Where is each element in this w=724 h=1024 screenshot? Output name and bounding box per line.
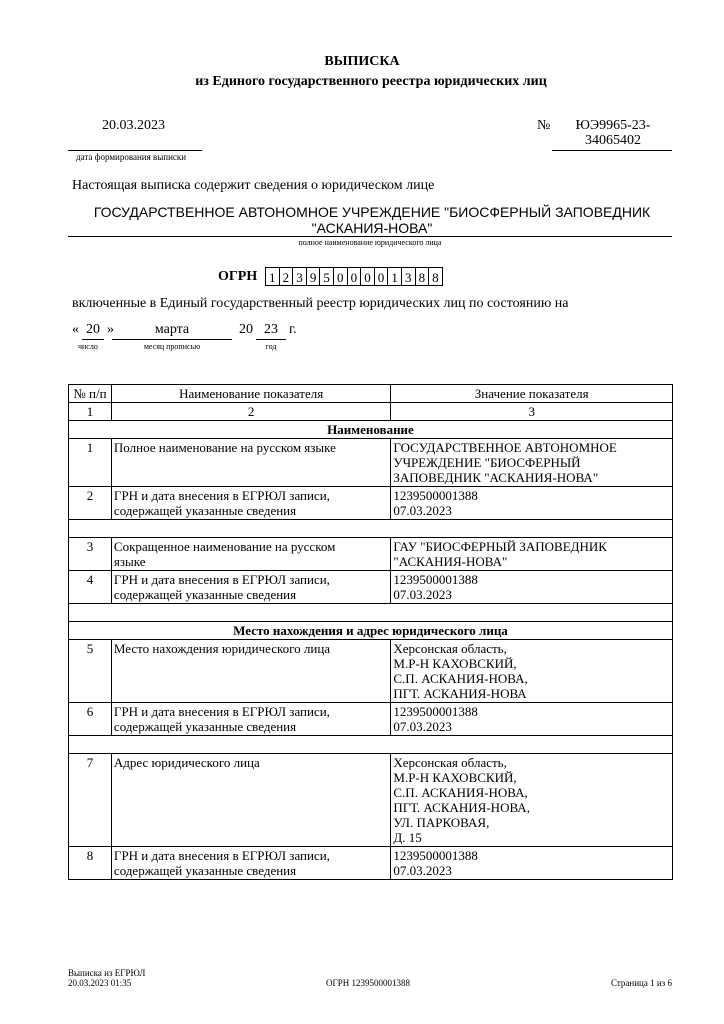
close-quote: » <box>107 322 114 337</box>
value-line: Херсонская область, <box>393 641 507 656</box>
org-underline <box>68 236 672 237</box>
row-number: 3 <box>69 538 112 571</box>
table-row <box>69 487 673 520</box>
row-indicator <box>111 847 390 880</box>
included-text: включенные в Единый государственный реестр юридических лиц по состоянию на <box>72 296 569 311</box>
header-number: № п/п <box>69 385 112 403</box>
year-prefix: 20 <box>239 322 253 337</box>
row-value <box>391 538 673 571</box>
row-number: 6 <box>69 703 112 736</box>
row-number: 4 <box>69 571 112 604</box>
state-day: 20 <box>86 322 100 337</box>
day-caption: число <box>78 342 98 351</box>
state-month: марта <box>154 322 190 337</box>
footer-left-line2: 20.03.2023 01:35 <box>68 978 132 988</box>
ogrn-digit: 1 <box>387 267 402 286</box>
value-line: "АСКАНИЯ-НОВА" <box>393 554 508 569</box>
colnum-2: 2 <box>111 403 390 421</box>
date-underline <box>68 150 202 151</box>
section-row-name <box>69 421 673 439</box>
ogrn-digit-boxes <box>266 267 443 286</box>
extract-number-line1: ЮЭ9965-23- <box>575 118 651 133</box>
year-abbr: г. <box>289 322 297 337</box>
indicator-line: Место нахождения юридического лица <box>113 641 331 656</box>
row-value <box>391 703 673 736</box>
year-caption: год <box>265 342 277 351</box>
value-line: 1239500001388 <box>393 704 478 719</box>
month-underline <box>112 339 232 340</box>
table-header-row <box>69 385 673 403</box>
ogrn-digit: 5 <box>319 267 334 286</box>
colnum-1: 1 <box>69 403 112 421</box>
spacer-row <box>69 736 673 754</box>
org-name-line2: "АСКАНИЯ-НОВА" <box>311 220 433 236</box>
table-row <box>69 847 673 880</box>
row-number: 5 <box>69 640 112 703</box>
table-row <box>69 538 673 571</box>
value-line: 07.03.2023 <box>393 719 452 734</box>
row-indicator <box>111 487 390 520</box>
org-caption: полное наименование юридического лица <box>298 238 442 247</box>
ogrn-digit: 2 <box>279 267 294 286</box>
indicator-line: ГРН и дата внесения в ЕГРЮЛ записи, <box>113 572 330 587</box>
value-line: М.Р-Н КАХОВСКИЙ, <box>393 656 517 671</box>
spacer-cell <box>69 604 673 622</box>
ogrn-digit: 0 <box>333 267 348 286</box>
footer-ogrn: ОГРН 1239500001388 <box>326 978 410 988</box>
row-indicator <box>111 439 390 487</box>
row-number: 2 <box>69 487 112 520</box>
table-row <box>69 571 673 604</box>
extract-number-line2: 34065402 <box>585 133 641 148</box>
table-colnum-row <box>69 403 673 421</box>
indicator-line: ГРН и дата внесения в ЕГРЮЛ записи, <box>113 488 330 503</box>
row-indicator <box>111 538 390 571</box>
open-quote: « <box>72 322 79 337</box>
table-row <box>69 703 673 736</box>
org-full-name <box>72 204 672 236</box>
row-number: 1 <box>69 439 112 487</box>
value-line: С.П. АСКАНИЯ-НОВА, <box>393 671 528 686</box>
indicator-line: содержащей указанные сведения <box>113 587 297 602</box>
section-row-location <box>69 622 673 640</box>
ogrn-digit: 0 <box>360 267 375 286</box>
row-value <box>391 571 673 604</box>
value-line: М.Р-Н КАХОВСКИЙ, <box>393 770 517 785</box>
extract-number <box>554 118 672 148</box>
value-line: Херсонская область, <box>393 755 507 770</box>
formation-date: 20.03.2023 <box>102 118 165 133</box>
indicator-line: содержащей указанные сведения <box>113 863 297 878</box>
ogrn-digit: 3 <box>401 267 416 286</box>
row-value <box>391 754 673 847</box>
row-number: 8 <box>69 847 112 880</box>
footer-left <box>68 968 145 988</box>
value-line: Д. 15 <box>393 830 422 845</box>
row-value <box>391 640 673 703</box>
day-underline <box>82 339 104 340</box>
value-line: ПГТ. АСКАНИЯ-НОВА, <box>393 800 530 815</box>
value-line: 07.03.2023 <box>393 503 452 518</box>
header-value: Значение показателя <box>391 385 673 403</box>
indicator-line: содержащей указанные сведения <box>113 503 297 518</box>
number-sign: № <box>537 118 551 133</box>
ogrn-digit: 8 <box>428 267 443 286</box>
value-line: ЗАПОВЕДНИК "АСКАНИЯ-НОВА" <box>393 470 599 485</box>
year-underline <box>256 339 286 340</box>
value-line: 1239500001388 <box>393 848 478 863</box>
ogrn-digit: 0 <box>347 267 362 286</box>
value-line: 1239500001388 <box>393 488 478 503</box>
month-caption: месяц прописью <box>143 342 201 351</box>
indicator-line: Адрес юридического лица <box>113 755 260 770</box>
spacer-cell <box>69 736 673 754</box>
year-suffix: 23 <box>264 322 278 337</box>
row-indicator <box>111 754 390 847</box>
row-indicator <box>111 640 390 703</box>
details-table <box>68 384 673 880</box>
row-value <box>391 847 673 880</box>
row-indicator <box>111 571 390 604</box>
spacer-row <box>69 520 673 538</box>
table-row <box>69 640 673 703</box>
section-title-location: Место нахождения и адрес юридического лица <box>69 622 673 640</box>
ogrn-digit: 8 <box>415 267 430 286</box>
value-line: ПГТ. АСКАНИЯ-НОВА <box>393 686 527 701</box>
ogrn-digit: 9 <box>306 267 321 286</box>
document-title: ВЫПИСКА <box>324 54 400 69</box>
row-value <box>391 487 673 520</box>
indicator-line: языке <box>113 554 146 569</box>
value-line: 07.03.2023 <box>393 587 452 602</box>
section-title-name: Наименование <box>69 421 673 439</box>
table-row <box>69 439 673 487</box>
value-line: 1239500001388 <box>393 572 478 587</box>
header-indicator: Наименование показателя <box>111 385 390 403</box>
indicator-line: Сокращенное наименование на русском <box>113 539 336 554</box>
row-number: 7 <box>69 754 112 847</box>
ogrn-digit: 1 <box>265 267 280 286</box>
intro-text: Настоящая выписка содержит сведения о юридическом лице <box>72 178 435 193</box>
footer-left-line1: Выписка из ЕГРЮЛ <box>68 968 146 978</box>
value-line: ГАУ "БИОСФЕРНЫЙ ЗАПОВЕДНИК <box>393 539 607 554</box>
indicator-line: содержащей указанные сведения <box>113 719 297 734</box>
date-caption: дата формирования выписки <box>76 152 187 162</box>
colnum-3: 3 <box>391 403 673 421</box>
ogrn-digit: 0 <box>374 267 389 286</box>
spacer-row <box>69 604 673 622</box>
ogrn-label: ОГРН <box>218 269 258 284</box>
indicator-line: Полное наименование на русском языке <box>113 440 336 455</box>
row-indicator <box>111 703 390 736</box>
value-line: С.П. АСКАНИЯ-НОВА, <box>393 785 528 800</box>
value-line: УЛ. ПАРКОВАЯ, <box>393 815 490 830</box>
document-subtitle: из Единого государственного реестра юридических лиц <box>195 74 547 89</box>
table-row <box>69 754 673 847</box>
number-underline <box>552 150 672 151</box>
spacer-cell <box>69 520 673 538</box>
value-line: 07.03.2023 <box>393 863 452 878</box>
value-line: ГОСУДАРСТВЕННОЕ АВТОНОМНОЕ <box>393 440 617 455</box>
row-value <box>391 439 673 487</box>
indicator-line: ГРН и дата внесения в ЕГРЮЛ записи, <box>113 848 330 863</box>
footer-page-number: Страница 1 из 6 <box>611 978 672 988</box>
org-name-line1: ГОСУДАРСТВЕННОЕ АВТОНОМНОЕ УЧРЕЖДЕНИЕ "БИОСФЕРНЫЙ ЗАПОВЕДНИК <box>93 204 651 220</box>
value-line: УЧРЕЖДЕНИЕ "БИОСФЕРНЫЙ <box>393 455 581 470</box>
ogrn-digit: 3 <box>292 267 307 286</box>
indicator-line: ГРН и дата внесения в ЕГРЮЛ записи, <box>113 704 330 719</box>
